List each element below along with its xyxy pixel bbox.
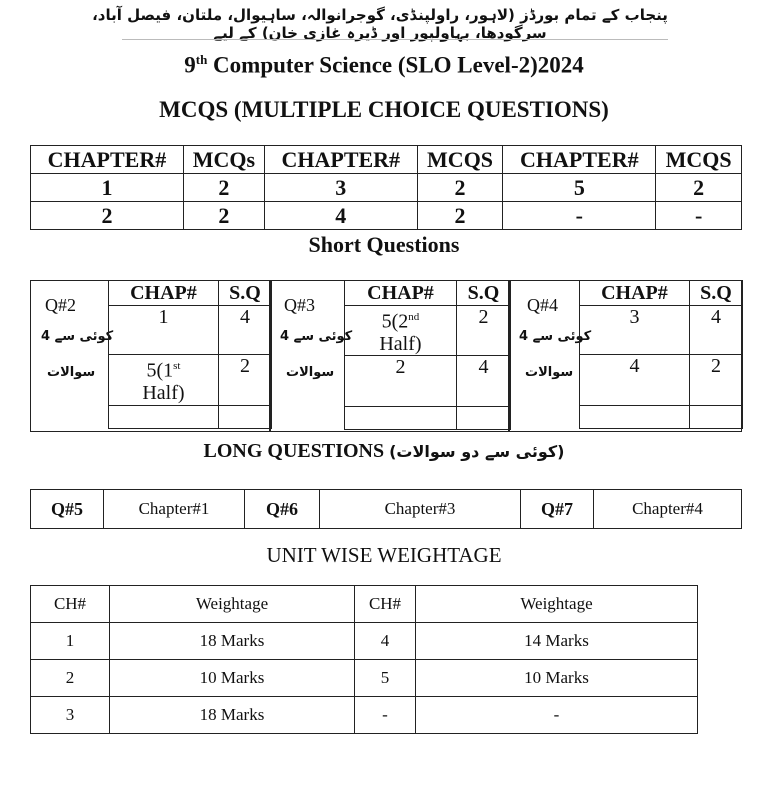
mcqs-header-row — [31, 146, 742, 174]
chapter-cell: 4 — [580, 355, 690, 406]
chapter-half: Half) — [379, 332, 422, 355]
chapter-cell: Chapter#1 — [104, 490, 245, 529]
mcqs-header-cell: CHAPTER# — [31, 146, 184, 174]
short-question-group-q4 — [508, 280, 742, 432]
table-row — [580, 406, 743, 429]
mcqs-cell: 5 — [503, 174, 656, 202]
mcqs-header-cell: CHAPTER# — [264, 146, 417, 174]
weightage-cell: 10 Marks — [110, 660, 355, 697]
title-text: Computer Science (SLO Level-2)2024 — [207, 52, 584, 78]
sq-header: S.Q — [456, 281, 510, 306]
table-row — [109, 306, 272, 355]
short-questions-heading: Short Questions — [308, 232, 460, 257]
mcqs-cell: 2 — [31, 202, 184, 230]
mcqs-header-cell: MCQS — [417, 146, 503, 174]
short-question-table — [108, 280, 272, 429]
table-row — [580, 306, 743, 355]
mcqs-cell: 1 — [31, 174, 184, 202]
chapter-text: 5(2 — [381, 310, 409, 333]
unit-wise-weightage-heading: UNIT WISE WEIGHTAGE — [266, 543, 502, 567]
ch-cell: 3 — [31, 697, 110, 734]
question-number: Q#4 — [527, 295, 558, 315]
short-question-group-q3 — [269, 280, 510, 432]
chapter-text: 5(1 — [146, 359, 174, 382]
long-heading-urdu: (کوئی سے دو سوالات) — [389, 442, 565, 461]
chapter-cell: 2 — [345, 355, 457, 406]
sq-cell: 4 — [456, 355, 510, 406]
table-row — [109, 406, 272, 429]
title-grade: 9 — [184, 52, 196, 78]
sq-cell: 2 — [456, 306, 510, 356]
questions-note: سوالات — [525, 365, 574, 380]
ch-header: CH# — [355, 586, 416, 623]
chap-header: CHAP# — [580, 281, 690, 306]
ch-cell: 1 — [31, 623, 110, 660]
table-row — [345, 306, 511, 356]
question-number: Q#3 — [284, 295, 315, 315]
any-four-note: کوئی سے 4 — [519, 329, 592, 344]
mcqs-cell: 2 — [417, 202, 503, 230]
chap-header: CHAP# — [109, 281, 219, 306]
mcqs-cell: 4 — [264, 202, 417, 230]
chapter-half: Half) — [142, 381, 185, 404]
table-row — [31, 623, 698, 660]
paper-title — [0, 52, 768, 79]
weightage-cell: 18 Marks — [110, 697, 355, 734]
chapter-cell: 1 — [109, 306, 219, 355]
weightage-cell: 10 Marks — [416, 660, 698, 697]
mcqs-cell: 2 — [656, 174, 742, 202]
unit-wise-weightage-table — [30, 585, 698, 734]
mcqs-cell: - — [503, 202, 656, 230]
header-divider — [122, 39, 668, 40]
mcqs-cell: 2 — [183, 202, 264, 230]
any-four-note: کوئی سے 4 — [280, 329, 353, 344]
chapter-cell: Chapter#4 — [594, 490, 742, 529]
weightage-header: Weightage — [110, 586, 355, 623]
ch-cell: 4 — [355, 623, 416, 660]
weightage-cell: - — [416, 697, 698, 734]
weightage-header: Weightage — [416, 586, 698, 623]
weightage-cell: 14 Marks — [416, 623, 698, 660]
chapter-cell: 3 — [580, 306, 690, 355]
table-row — [345, 406, 511, 429]
question-number: Q#2 — [45, 295, 76, 315]
sq-cell: 4 — [218, 306, 271, 355]
mcqs-cell: 2 — [417, 174, 503, 202]
sq-cell: 4 — [689, 306, 742, 355]
table-row — [31, 174, 742, 202]
table-row — [109, 281, 272, 306]
any-four-note: کوئی سے 4 — [41, 329, 114, 344]
mcqs-cell: 3 — [264, 174, 417, 202]
table-row — [31, 490, 742, 529]
table-row — [31, 660, 698, 697]
mcqs-cell: - — [656, 202, 742, 230]
question-number: Q#6 — [245, 490, 320, 529]
short-question-table — [579, 280, 743, 429]
weightage-cell: 18 Marks — [110, 623, 355, 660]
mcqs-header-cell: CHAPTER# — [503, 146, 656, 174]
chap-header: CHAP# — [345, 281, 457, 306]
table-row — [345, 355, 511, 406]
chapter-sup: st — [173, 360, 181, 372]
table-row — [580, 355, 743, 406]
question-number: Q#5 — [31, 490, 104, 529]
mcqs-header-cell: MCQS — [656, 146, 742, 174]
ch-cell: 2 — [31, 660, 110, 697]
chapter-sup: nd — [408, 311, 420, 323]
short-question-table — [344, 280, 511, 430]
questions-note: سوالات — [47, 365, 96, 380]
long-questions-heading — [0, 440, 768, 463]
ch-cell: - — [355, 697, 416, 734]
question-number: Q#7 — [521, 490, 594, 529]
mcqs-header-cell: MCQs — [183, 146, 264, 174]
table-row — [345, 281, 511, 306]
title-grade-suffix: th — [195, 52, 208, 67]
table-row — [31, 202, 742, 230]
chapter-cell — [109, 355, 219, 406]
boards-note: پنجاب کے تمام بورڈز (لاہور، راولپنڈی، گوجرانوالہ، ساہیوال، ملتان، فیصل آباد، سرگودھا، بہاولپور اور ڈیرہ غازی خان) کے لیے — [92, 6, 668, 42]
mcqs-heading: MCQS (MULTIPLE CHOICE QUESTIONS) — [159, 97, 609, 122]
sq-cell: 2 — [689, 355, 742, 406]
short-question-group-q2 — [30, 280, 271, 432]
mcqs-cell: 2 — [183, 174, 264, 202]
chapter-cell: Chapter#3 — [320, 490, 521, 529]
table-row — [31, 697, 698, 734]
table-row — [109, 355, 272, 406]
sq-header: S.Q — [218, 281, 271, 306]
ch-cell: 5 — [355, 660, 416, 697]
table-row — [31, 586, 698, 623]
table-row — [580, 281, 743, 306]
long-heading-text: LONG QUESTIONS — [203, 440, 385, 462]
sq-cell: 2 — [218, 355, 271, 406]
sq-header: S.Q — [689, 281, 742, 306]
questions-note: سوالات — [286, 365, 335, 380]
chapter-cell — [345, 306, 457, 356]
mcqs-table — [30, 145, 742, 230]
ch-header: CH# — [31, 586, 110, 623]
long-questions-table — [30, 489, 742, 529]
